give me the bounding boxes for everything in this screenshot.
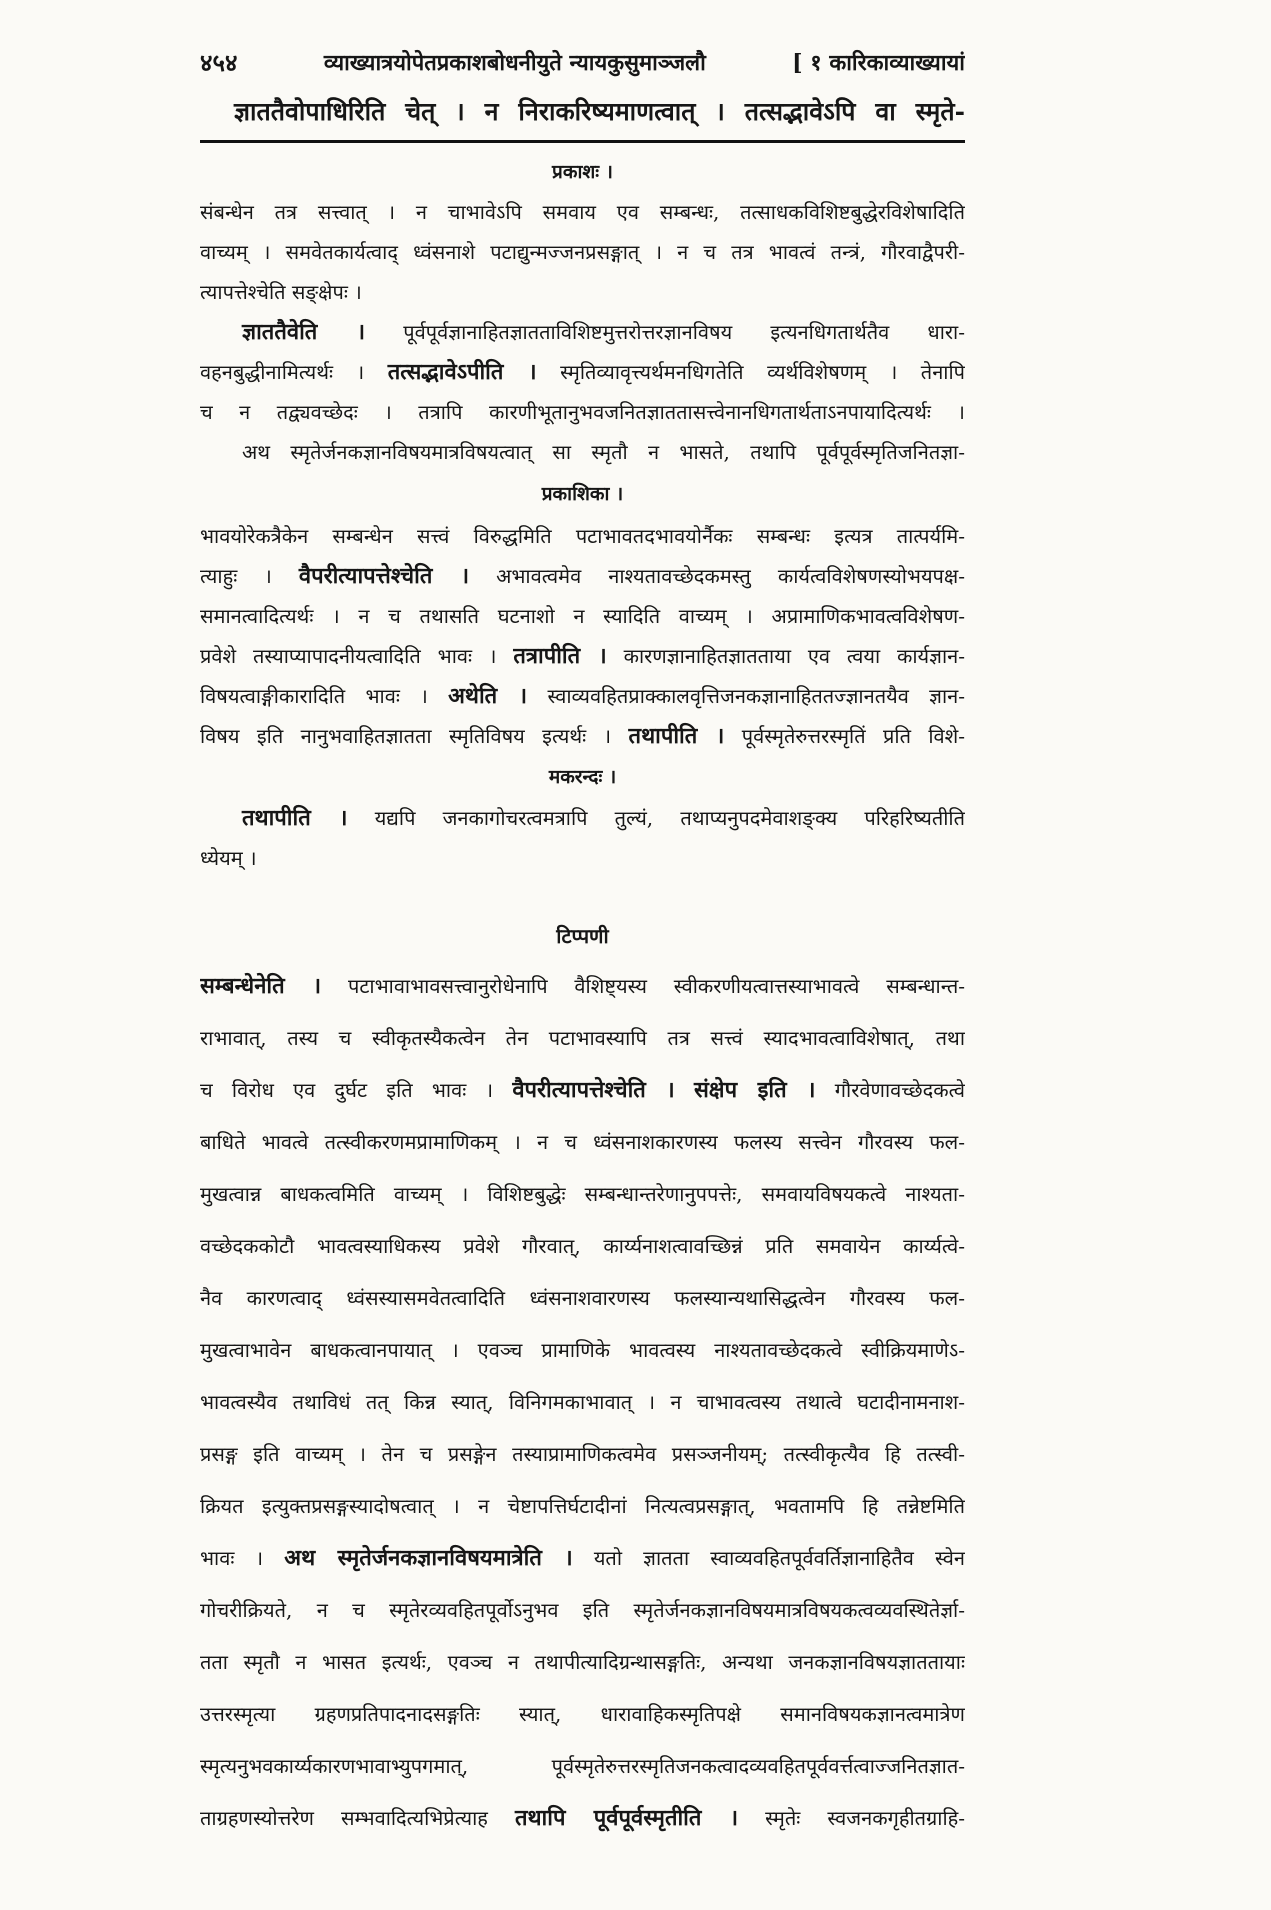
lemma-bold: अथ स्मृतेर्जनकज्ञानविषयमात्रेति ।	[284, 1545, 573, 1571]
text-segment: स्मृतेः स्वजनकगृहीतग्राहि-	[765, 1806, 965, 1830]
text-segment: क्रियत इत्युक्तप्रसङ्गस्यादोषत्वात् । न चेष्टापत्तिर्घटादीनां नित्यत्वप्रसङ्गात्, भवतामपि हि तन्नेष्टमिति	[200, 1494, 965, 1518]
lemma-bold: तथापि पूर्वपूर्वस्मृतीति ।	[514, 1805, 739, 1831]
tippani-line	[200, 1376, 965, 1428]
text-segment: वच्छेदककोटौ भावत्वस्याधिकस्य प्रवेशे गौरवात्, कार्य्यनाशत्वावच्छिन्नं प्रति समवायेन कार्य्यत्वे-	[200, 1234, 965, 1258]
prakashika-line	[200, 636, 965, 676]
tippani-line	[200, 1324, 965, 1376]
text-segment: त्यापत्तेश्चेति सङ्क्षेपः ।	[200, 280, 362, 304]
prakasha-line	[200, 232, 965, 272]
text-segment: गोचरीक्रियते, न च स्मृतेरव्यवहितपूर्वोऽनुभव इति स्मृतेर्जनकज्ञानविषयमात्रविषयकत्वव्यवस्थितेर्ज्ञा-	[200, 1598, 965, 1622]
lemma-bold: सम्बन्धेनेति ।	[200, 973, 322, 999]
lemma-bold: वैपरीत्यापत्तेश्चेति ।	[298, 563, 470, 589]
section-heading: प्रकाशिका ।	[541, 483, 624, 505]
lemma-bold: ज्ञाततैवेति ।	[242, 319, 366, 345]
lemma-bold: तथापीति ।	[628, 723, 725, 749]
lemma-bold: तथापीति ।	[242, 805, 348, 831]
tippani-line	[200, 1480, 965, 1532]
tippani-line	[200, 960, 965, 1012]
prakasha-line	[200, 392, 965, 432]
mula-text: ज्ञाततैवोपाधिरिति चेत् । न निराकरिष्यमाणत्वात् । तत्सद्भावेऽपि वा स्मृते-	[234, 97, 965, 126]
text-segment: वहनबुद्धीनामित्यर्थः ।	[200, 360, 365, 384]
tippani-line	[200, 1272, 965, 1324]
lemma-bold: तत्रापीति ।	[513, 643, 607, 669]
prakashika-line	[200, 596, 965, 636]
text-segment: विषय इति नानुभवाहितज्ञातता स्मृतिविषय इत्यर्थः ।	[200, 724, 612, 748]
prakasha-line	[200, 352, 965, 392]
lemma-bold: संक्षेप इति ।	[693, 1077, 816, 1103]
makaranda-line	[200, 838, 965, 878]
text-segment: स्मृत्यनुभवकार्य्यकारणभावाभ्युपगमात्, पूर्वस्मृतेरुत्तरस्मृतिजनकत्वादव्यवहितपूर्ववर्त्तत्वाज्जनितज्ञात-	[200, 1754, 965, 1778]
section-heading: प्रकाशः ।	[552, 161, 613, 183]
tippani-line	[200, 1116, 965, 1168]
text-segment: मुखत्वान्न बाधकत्वमिति वाच्यम् । विशिष्टबुद्धेः सम्बन्धान्तरेणानुपपत्तेः, समवायविषयकत्वे नाश्यता-	[200, 1182, 965, 1206]
section-label: [ १ कारिकाव्याख्यायां	[792, 50, 965, 76]
prakasha-line	[200, 432, 965, 472]
text-segment: पूर्वपूर्वज्ञानाहितज्ञातताविशिष्टमुत्तरोत्तरज्ञानविषय इत्यनधिगतार्थतैव धारा-	[403, 320, 965, 344]
text-segment: विषयत्वाङ्गीकारादिति भावः ।	[200, 684, 428, 708]
tippani-line	[200, 1064, 965, 1116]
text-segment: प्रवेशे तस्याप्यापादनीयत्वादिति भावः ।	[200, 644, 497, 668]
tippani-line	[200, 1636, 965, 1688]
text-segment: समानत्वादित्यर्थः । न च तथासति घटनाशो न स्यादिति वाच्यम् । अप्रामाणिकभावत्वविशेषण-	[200, 604, 965, 628]
text-segment: पूर्वस्मृतेरुत्तरस्मृतिं प्रति विशे-	[741, 724, 965, 748]
book-title: व्याख्यात्रयोपेतप्रकाशबोधनीयुते न्यायकुसुमाञ्जलौ	[323, 50, 706, 76]
text-segment: मुखत्वाभावेन बाधकत्वानपायात् । एवञ्च प्रामाणिके भावत्वस्य नाश्यतावच्छेदकत्वे स्वीक्रियमाणेऽ-	[200, 1338, 965, 1362]
text-segment: भावयोरेकत्रैकेन सम्बन्धेन सत्त्वं विरुद्धमिति पटाभावतदभावयोर्नैकः सम्बन्धः इत्यत्र तात्पर्यमि-	[200, 524, 965, 548]
text-segment: नैव कारणत्वाद् ध्वंसस्यासमवेतत्वादिति ध्वंसनाशवारणस्य फलस्यान्यथासिद्धत्वेन गौरवस्य फल-	[200, 1286, 965, 1310]
text-segment: ध्येयम् ।	[200, 846, 257, 870]
makaranda-line	[200, 798, 965, 838]
tippani-line	[200, 1688, 965, 1740]
prakashika-section	[200, 472, 965, 756]
running-header	[200, 40, 965, 86]
lemma-bold: तत्सद्भावेऽपीति ।	[387, 359, 537, 385]
prakashika-line	[200, 716, 965, 756]
tippani-line	[200, 1012, 965, 1064]
section-heading: टिप्पणी	[556, 924, 609, 948]
tippani-line	[200, 1168, 965, 1220]
text-segment: उत्तरस्मृत्या ग्रहणप्रतिपादनादसङ्गतिः स्यात्, धारावाहिकस्मृतिपक्षे समानविषयकज्ञानत्वमात्रेण	[200, 1702, 965, 1726]
section-heading: मकरन्दः ।	[548, 766, 617, 788]
text-segment: वाच्यम् । समवेतकार्यत्वाद् ध्वंसनाशे पटाद्युन्मज्जनप्रसङ्गात् । न च तत्र भावत्वं तन्त्रं, गौरवाद्वैपरी-	[200, 240, 965, 264]
tippani-line	[200, 1584, 965, 1636]
text-segment: यतो ज्ञातता स्वाव्यवहितपूर्ववर्तिज्ञानाहितैव स्वेन	[593, 1546, 965, 1570]
text-segment: संबन्धेन तत्र सत्त्वात् । न चाभावेऽपि समवाय एव सम्बन्धः, तत्साधकविशिष्टबुद्धेरविशेषादिति	[200, 200, 965, 224]
text-segment: च न तद्व्यवच्छेदः । तत्रापि कारणीभूतानुभवजनितज्ञाततासत्त्वेनानधिगतार्थताऽनपायादित्यर्थः ।	[200, 400, 965, 424]
text-segment: यद्यपि जनकागोचरत्वमत्रापि तुल्यं, तथाप्यनुपदमेवाशङ्क्य परिहरिष्यतीति	[374, 806, 965, 830]
prakasha-line	[200, 312, 965, 352]
tippani-section	[200, 912, 965, 1844]
text-block	[200, 40, 965, 1844]
prakashika-line	[200, 676, 965, 716]
text-segment: अभावत्वमेव नाश्यतावच्छेदकमस्तु कार्यत्वविशेषणस्योभयपक्ष-	[496, 564, 965, 588]
tippani-line	[200, 1532, 965, 1584]
text-segment: प्रसङ्ग इति वाच्यम् । तेन च प्रसङ्गेन तस्याप्रामाणिकत्वमेव प्रसञ्जनीयम्; तत्स्वीकृत्यैव हि तत्स्वी-	[200, 1442, 965, 1466]
text-segment: स्वाव्यवहितप्राक्कालवृत्तिजनकज्ञानाहिततज्ज्ञानतयैव ज्ञान-	[547, 684, 965, 708]
text-segment: स्मृतिव्यावृत्त्यर्थमनधिगतेति व्यर्थविशेषणम् । तेनापि	[560, 360, 965, 384]
text-segment: त्याहुः ।	[200, 564, 272, 588]
tippani-line	[200, 1428, 965, 1480]
text-segment: गौरवेणावच्छेदकत्वे	[834, 1078, 965, 1102]
tippani-line	[200, 1740, 965, 1792]
text-segment: तता स्मृतौ न भासत इत्यर्थः, एवञ्च न तथापीत्यादिग्रन्थासङ्गतिः, अन्यथा जनकज्ञानविषयज्ञाततायाः	[200, 1650, 965, 1674]
text-segment: राभावात्, तस्य च स्वीकृतस्यैकत्वेन तेन पटाभावस्यापि तत्र सत्त्वं स्यादभावत्वाविशेषात्, तथा	[200, 1026, 965, 1050]
text-segment: भावत्वस्यैव तथाविधं तत् किन्न स्यात्, विनिगमकाभावात् । न चाभावत्वस्य तथात्वे घटादीनामनाश-	[200, 1390, 965, 1414]
text-segment: पटाभावाभावसत्त्वानुरोधेनापि वैशिष्ट्यस्य स्वीकरणीयत्वात्तस्याभावत्वे सम्बन्धान्त-	[347, 974, 965, 998]
page-number: ४५४	[200, 48, 238, 77]
lemma-bold: अथेति ।	[448, 683, 528, 709]
prakasha-line	[200, 192, 965, 232]
tippani-line	[200, 1792, 965, 1844]
text-segment: बाधिते भावत्वे तत्स्वीकरणमप्रामाणिकम् । न च ध्वंसनाशकारणस्य फलस्य सत्त्वेन गौरवस्य फल-	[200, 1130, 965, 1154]
makaranda-section	[200, 756, 965, 878]
text-segment: कारणज्ञानाहितज्ञातताया एव त्वया कार्यज्ञान-	[623, 644, 965, 668]
lemma-bold: वैपरीत्यापत्तेश्चेति ।	[512, 1077, 675, 1103]
prakasha-line	[200, 272, 965, 312]
header-rule	[200, 140, 965, 143]
text-segment: भावः ।	[200, 1546, 264, 1570]
prakashika-line	[200, 516, 965, 556]
text-segment: अथ स्मृतेर्जनकज्ञानविषयमात्रविषयत्वात् सा स्मृतौ न भासते, तथापि पूर्वपूर्वस्मृतिजनितज्ञा-	[242, 440, 965, 464]
prakashika-line	[200, 556, 965, 596]
tippani-line	[200, 1220, 965, 1272]
text-segment: ताग्रहणस्योत्तरेण सम्भवादित्यभिप्रेत्याह	[200, 1806, 488, 1830]
text-segment: च विरोध एव दुर्घट इति भावः ।	[200, 1078, 494, 1102]
prakasha-section	[200, 152, 965, 472]
